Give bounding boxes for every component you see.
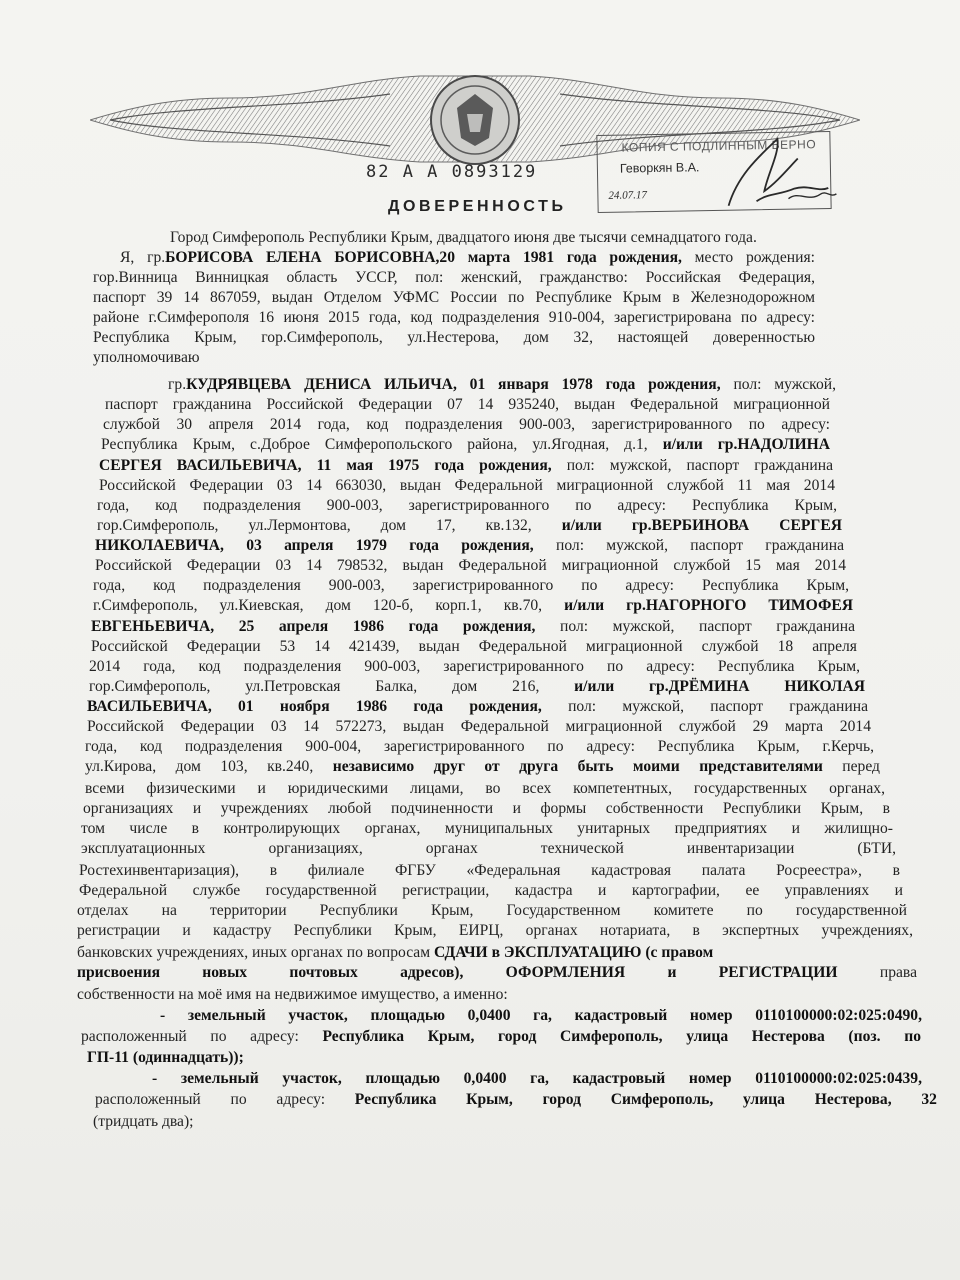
body-line [79,881,903,901]
bold-text: БОРИСОВА ЕЛЕНА БОРИСОВНА,20 марта 1981 года рождения, [165,249,682,266]
body-line [95,556,846,576]
body-line [103,415,830,435]
body-line [160,1006,922,1026]
bold-text: ЕВГЕНЬЕВИЧА, 25 апреля 1986 года рождения, [91,618,536,635]
body-text: уполномочиваю [93,349,200,366]
body-line [120,248,815,268]
bold-text: ГП-11 (одиннадцать)); [87,1049,244,1066]
body-line [93,348,233,368]
stamp-name: Геворкян В.А. [619,160,700,176]
body-text: (тридцать два); [93,1113,194,1130]
handwritten-signature-icon [667,132,838,213]
body-text: паспорт гражданина Российской Федерации 07 14 935240, выдан Федеральной миграционной [105,396,830,413]
body-text: пол: мужской, [720,376,837,393]
body-text: всеми физическими и юридическими лицами, во всех компетентных, государственных органах, [85,780,885,797]
body-line [79,861,900,881]
bold-text: - земельный участок, площадью 0,0400 га, кадастровый номер 0110100000:02:025:0439, [152,1070,922,1087]
body-text: Республика Крым, с.Доброе Симферопольского района, ул.Ягодная, д.1, [101,436,663,453]
body-text: пол: мужской, паспорт гражданина [551,457,833,474]
bold-text: и/или гр.НАГОРНОГО ТИМОФЕЯ [564,597,854,614]
bold-text: и/или гр.ДРЁМИНА НИКОЛАЯ [574,678,865,695]
body-text: права [837,964,917,981]
body-line [93,596,853,616]
body-text: банковских учреждениях, иных органах по вопросам [77,944,434,961]
bold-text: НИКОЛАЕВИЧА, 03 апреля 1979 года рождения, [95,537,534,554]
body-line [85,757,880,777]
body-text: Российской Федерации 03 14 663030, выдан Федеральной миграционной службой 11 мая 2014 [99,477,835,494]
body-line [77,943,818,963]
bold-text: и/или гр.ВЕРБИНОВА СЕРГЕЯ [561,517,842,534]
bold-text: Республика Крым, город Симферополь, улица Нестерова, 32 [354,1091,937,1108]
body-text: года, код подразделения 900-003, зарегистрированного по адресу: Республика Крым, [93,577,849,594]
body-text: Ростехинвентаризация), в филиале ФГБУ «Федеральная кадастровая палата Росреестра», в [79,862,900,879]
body-text: пол: мужской, паспорт гражданина [535,618,855,635]
body-text: расположенный по адресу: [95,1091,355,1108]
bold-text: присвоения новых почтовых адресов), ОФОРМЛЕНИЯ и РЕГИСТРАЦИИ [77,964,838,981]
body-text: том числе в контролирующих органах, муниципальных унитарных предприятиях и жилищно- [81,820,893,837]
body-text: районе г.Симферополя 16 июня 2015 года, код подразделения 910-004, зарегистрирована по адресу: [93,309,815,326]
body-text: отделах на территории Республики Крым, Государственном комитете по государственной [77,902,907,919]
bold-text: СДАЧИ в ЭКСПЛУАТАЦИЮ (с правом [434,944,714,961]
body-text: паспорт 39 14 867059, выдан Отделом УФМС России по Республике Крым в Железнодорожном [93,289,815,306]
bold-text: Республика Крым, город Симферополь, улица Нестерова (поз. по [322,1028,921,1045]
body-text: перед [822,758,880,775]
body-line [81,1027,921,1047]
bold-text: СЕРГЕЯ ВАСИЛЬЕВИЧА, 11 мая 1975 года рождения, [99,457,552,474]
body-text: Российской Федерации 53 14 421439, выдан Федеральной миграционной службой 18 апреля [91,638,857,655]
body-text: Российской Федерации 03 14 572273, выдан Федеральной миграционной службой 29 марта 2014 [87,718,871,735]
document-serial-number: 82 А А 0893129 [366,162,538,182]
body-line [91,637,857,657]
body-line [77,901,907,921]
stamp-text: КОПИЯ С ПОДЛИННЫМ ВЕРНО [621,137,817,155]
body-line [93,308,815,328]
body-text: службой 30 апреля 2014 года, код подразделения 900-003, зарегистрированного по адресу: [103,416,830,433]
body-text: регистрации и кадастру Республики Крым, ЕИРЦ, органах нотариата, в экспертных учреждениях, [77,922,913,939]
body-line [81,839,896,859]
body-line [105,395,830,415]
body-text: место рождения: [681,249,815,266]
bold-text: КУДРЯВЦЕВА ДЕНИСА ИЛЬИЧА, 01 января 1978 года рождения, [186,376,721,393]
body-line [85,737,874,757]
body-text: гор.Винница Винницкая область УССР, пол: женский, гражданство: Российская Федерация, [93,269,815,286]
body-line [170,228,820,248]
stamp-date: 24.07.17 [608,189,647,202]
body-line [77,921,913,941]
body-text: Республика Крым, гор.Симферополь, ул.Нестерова, дом 32, настоящей доверенностью [93,329,815,346]
body-line [99,456,833,476]
body-line [97,516,842,536]
body-line [81,819,893,839]
body-text: собственности на моё имя на недвижимое имущество, а именно: [77,986,508,1003]
body-line [101,435,830,455]
body-line [93,268,815,288]
body-text: пол: мужской, паспорт гражданина [541,698,868,715]
body-line [93,328,815,348]
body-text: Российской Федерации 03 14 798532, выдан Федеральной миграционной службой 15 мая 2014 [95,557,846,574]
body-text: организациях и учреждениях любой подчиненности и формы собственности Республики Крым, в [83,800,890,817]
body-text: эксплуатационных организациях, органах технической инвентаризации (БТИ, [81,840,896,857]
body-text: г.Симферополь, ул.Киевская, дом 120-б, корп.1, кв.70, [93,597,565,614]
body-text: года, код подразделения 900-003, зарегистрированного по адресу: Республика Крым, [97,497,837,514]
body-line [87,697,868,717]
body-line [89,657,860,677]
body-line [77,963,917,983]
body-text: года, код подразделения 900-004, зарегистрированного по адресу: Республика Крым, г.Керчь, [85,738,874,755]
body-line [83,799,890,819]
body-line [95,1090,937,1110]
body-line [95,536,844,556]
body-text: пол: мужской, паспорт гражданина [533,537,844,554]
bold-text: и/или гр.НАДОЛИНА [662,436,830,453]
body-line [87,717,871,737]
body-line [91,617,855,637]
body-line [152,1069,922,1089]
body-text: ул.Кирова, дом 103, кв.240, [85,758,333,775]
body-line [93,576,849,596]
document-title: ДОВЕРЕННОСТЬ [388,198,567,215]
body-line [168,375,836,395]
body-line [97,496,837,516]
body-text: гор.Симферополь, ул.Лермонтова, дом 17, кв.132, [97,517,562,534]
body-text: Я, гр. [120,249,166,266]
body-text: Город Симферополь Республики Крым, двадцатого июня две тысячи семнадцатого года. [170,229,757,246]
body-line [85,779,885,799]
body-text: гор.Симферополь, ул.Петровская Балка, дом 216, [89,678,575,695]
body-text: Федеральной службе государственной регистрации, кадастра и картографии, ее управлениях и [79,882,903,899]
body-text: 2014 года, код подразделения 900-003, зарегистрированного по адресу: Республика Крым, [89,658,860,675]
body-text: гр. [168,376,187,393]
body-line [93,288,815,308]
certified-copy-stamp [596,131,831,213]
body-line [89,677,865,697]
bold-text: - земельный участок, площадью 0,0400 га, кадастровый номер 0110100000:02:025:0490, [160,1007,922,1024]
body-line [87,1048,272,1068]
body-text: расположенный по адресу: [81,1028,323,1045]
body-line [99,476,835,496]
body-line [93,1112,278,1132]
bold-text: ВАСИЛЬЕВИЧА, 01 ноября 1986 года рождения, [87,698,542,715]
bold-text: независимо друг от друга быть моими представителями [332,758,823,775]
body-line [77,985,597,1005]
